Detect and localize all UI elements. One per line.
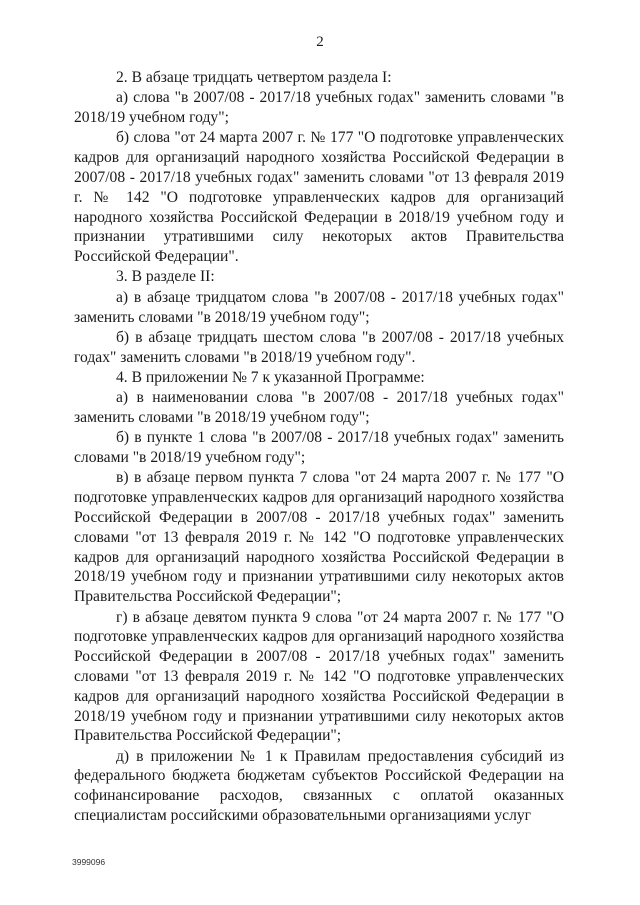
paragraph-subitem-2b: б) слова "от 24 марта 2007 г. № 177 "О подготовке управленческих кадров для организаций народного хозяйства Российской Федерации в 2007/08 - 2017/18 учебных годах" заменить словами "от 13 февраля 2019 г. № 142 "О подготовке управленческих кадров для организаций народного хозяйства Российской Федерации в 2018/19 учебном году и признании утратившими силу некоторых актов Правительства Российской Федерации". [74,129,564,266]
document-body [74,68,564,826]
paragraph-subitem-4v: в) в абзаце первом пункта 7 слова "от 24 марта 2007 г. № 177 "О подготовке управленческих кадров для организаций народного хозяйства Российской Федерации в 2007/08 - 2017/18 учебных годах" заменить словами "от 13 февраля 2019 г. № 142 "О подготовке управленческих кадров для организаций народного хозяйства Российской Федерации в 2018/19 учебном году и признании утратившими силу некоторых актов Правительства Российской Федерации"; [74,469,564,606]
document-code: 3999096 [72,857,106,867]
paragraph-subitem-4a: а) в наименовании слова "в 2007/08 - 2017/18 учебных годах" заменить словами "в 2018/19 учебном году"; [74,389,564,427]
paragraph-subitem-2a: а) слова "в 2007/08 - 2017/18 учебных годах" заменить словами "в 2018/19 учебном году"; [74,89,564,127]
paragraph-item-4-header: 4. В приложении № 7 к указанной Программе: [116,368,425,386]
paragraph-item-2-header: 2. В абзаце тридцать четвертом раздела I: [116,69,392,86]
paragraph-subitem-4g: г) в абзаце девятом пункта 9 слова "от 24 марта 2007 г. № 177 "О подготовке управленческих кадров для организаций народного хозяйства Российской Федерации в 2007/08 - 2017/18 учебных годах" заменить словами "от 13 февраля 2019 г. № 142 "О подготовке управленческих кадров для организаций народного хозяйства Российской Федерации в 2018/19 учебном году и признании утратившими силу некоторых актов Правительства Российской Федерации"; [74,608,564,745]
paragraph-subitem-3b: б) в абзаце тридцать шестом слова "в 2007/08 - 2017/18 учебных годах" заменить словами "в 2018/19 учебном году". [74,328,564,366]
paragraph-item-3-header: 3. В разделе II: [116,268,215,286]
paragraph-subitem-4d: д) в приложении № 1 к Правилам предоставления субсидий из федерального бюджета бюджетам субъектов Российской Федерации на софинансирование расходов, связанных с оплатой оказанных специалистам российскими образовательными организациями услуг [74,747,564,824]
paragraph-subitem-3a: а) в абзаце тридцатом слова "в 2007/08 - 2017/18 учебных годах" заменить словами "в 2018/19 учебном году"; [74,288,564,326]
page-number: 2 [316,34,324,50]
paragraph-subitem-4b: б) в пункте 1 слова "в 2007/08 - 2017/18 учебных годах" заменить словами "в 2018/19 учебном году"; [74,429,564,467]
